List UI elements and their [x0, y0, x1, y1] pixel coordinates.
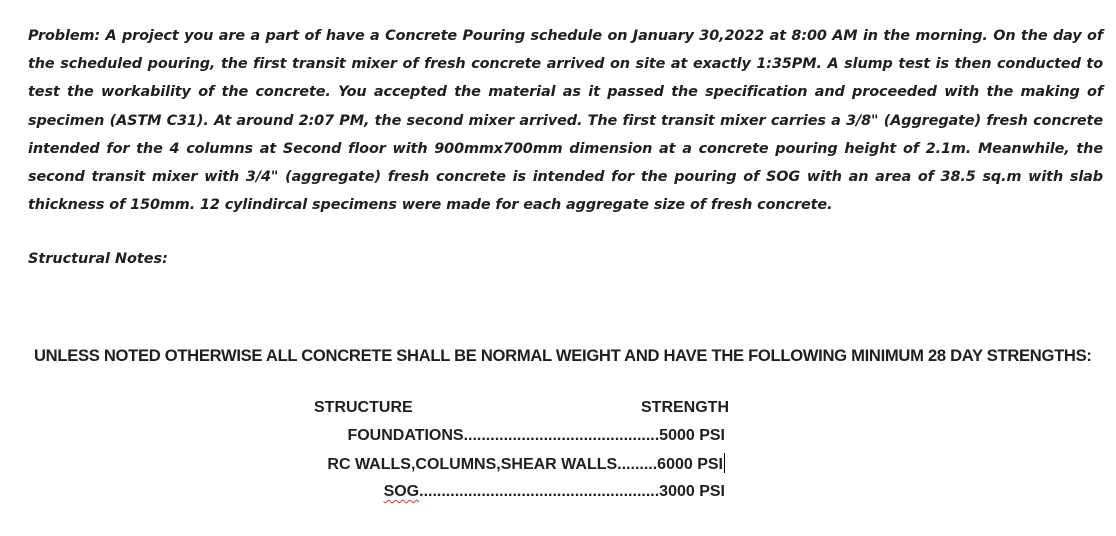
dot-leader: ......................................................	[419, 483, 660, 500]
dot-leader: ............................................	[463, 427, 660, 444]
dot-leader: .........	[617, 456, 658, 473]
structure-column-header: STRUCTURE	[314, 399, 413, 416]
structure-name: SOG	[383, 483, 420, 500]
strength-value: 6000 PSI	[657, 456, 723, 473]
general-note: UNLESS NOTED OTHERWISE ALL CONCRETE SHALL BE NORMAL WEIGHT AND HAVE THE FOLLOWING MINIMUM 28 DAY STRENGTHS:	[34, 346, 1092, 365]
structure-name: RC WALLS,COLUMNS,SHEAR WALLS	[327, 456, 618, 473]
strength-value: 3000 PSI	[659, 483, 725, 500]
strength-column-header: STRENGTH	[641, 399, 729, 416]
schedule-row-foundations	[347, 425, 725, 447]
schedule-row-rc-walls	[327, 453, 725, 476]
structural-notes-heading: Structural Notes:	[28, 251, 168, 267]
schedule-row-sog	[384, 481, 725, 503]
problem-statement: Problem: A project you are a part of have a Concrete Pouring schedule on January 30,2022 at 8:00 AM in the morning. On the day of the scheduled pouring, the first transit mixer of fresh concrete arrived on site at exactly 1:35PM. A slump test is then conducted to test the workability of the concrete. You accepted the material as it passed the specification and proceeded with the making of specimen (ASTM C31). At around 2:07 PM, the second mixer arrived. The first transit mixer carries a 3/8" (Aggregate) fresh concrete intended for the 4 columns at Second floor with 900mmx700mm dimension at a concrete pouring height of 2.1m. Meanwhile, the second transit mixer with 3/4" (aggregate) fresh concrete is intended for the pouring of SOG with an area of 38.5 sq.m with slab thickness of 150mm. 12 cylindircal specimens were made for each aggregate size of fresh concrete.	[28, 28, 1103, 214]
structure-name: FOUNDATIONS	[347, 427, 464, 444]
strength-value: 5000 PSI	[659, 427, 725, 444]
text-cursor	[724, 453, 725, 473]
